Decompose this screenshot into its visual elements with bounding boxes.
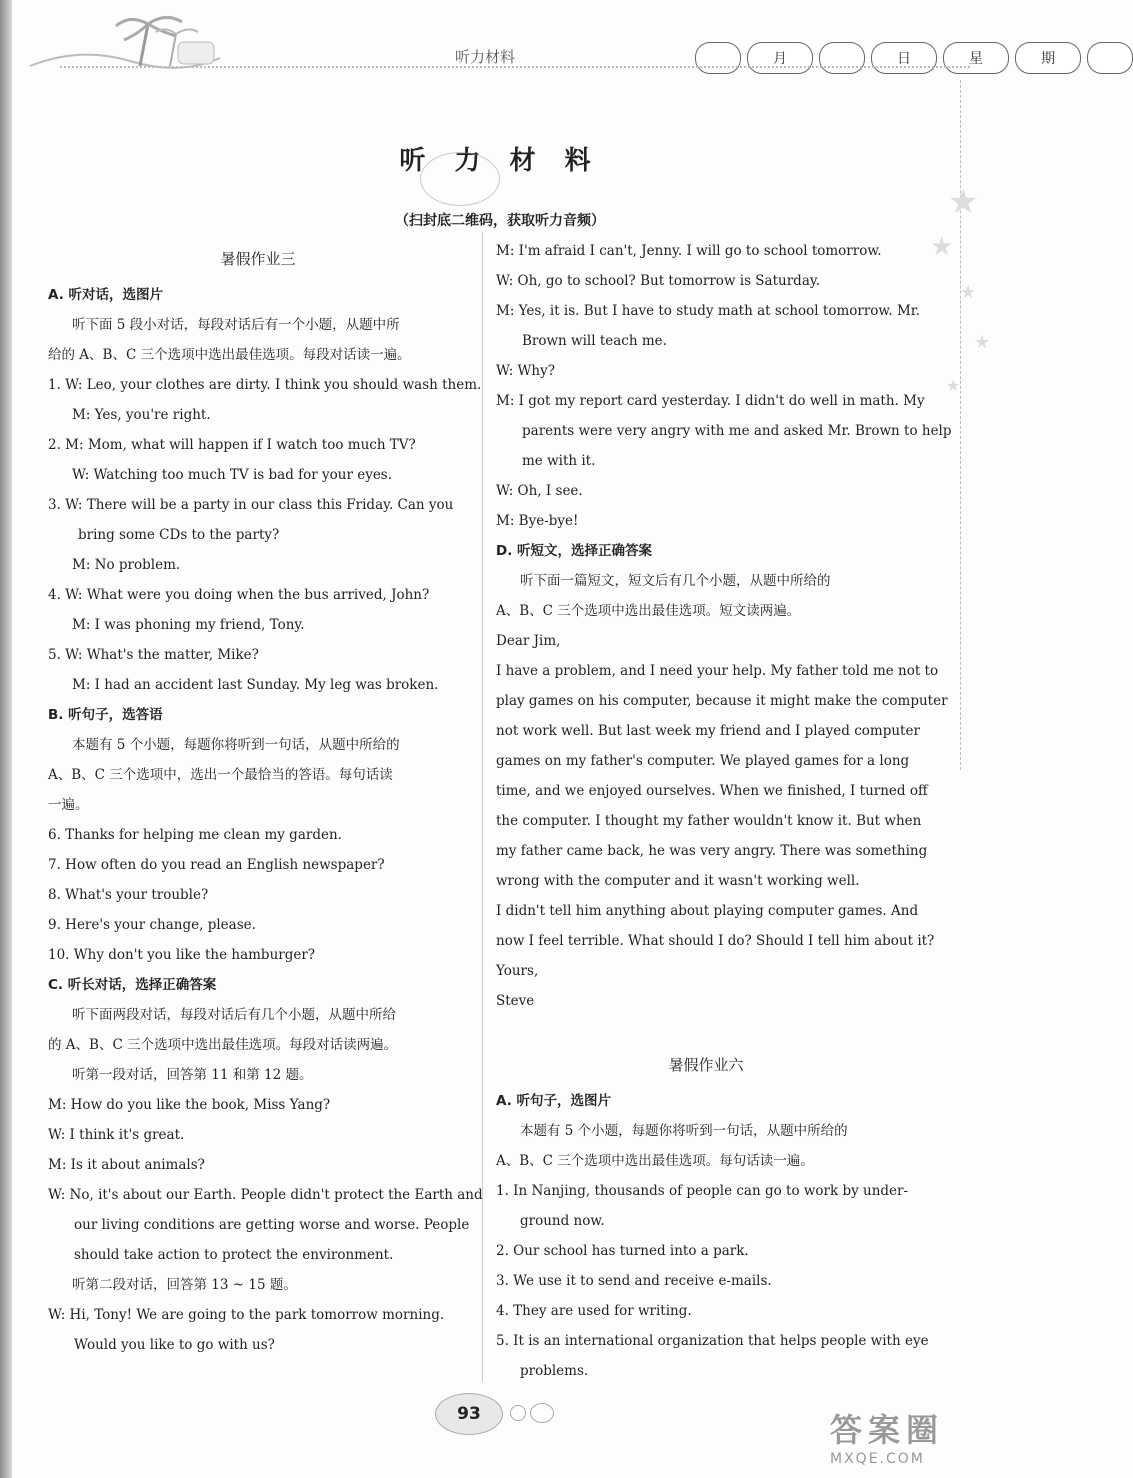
left-text-line: 1. W: Leo, your clothes are dirty. I think you should wash them.: [48, 377, 482, 393]
left-text-line: 5. W: What's the matter, Mike?: [48, 647, 259, 663]
left-text-line: 听下面两段对话，每段对话后有几个小题，从题中所给: [72, 1007, 396, 1023]
unit-heading: 暑假作业六: [668, 1056, 744, 1074]
left-text-line: 9. Here's your change, please.: [48, 917, 256, 933]
page-number-decoration: [530, 1403, 554, 1423]
left-text-line: M: I had an accident last Sunday. My leg was broken.: [72, 677, 439, 693]
star-icon: ★: [930, 232, 954, 262]
column-divider: [482, 232, 483, 1382]
left-text-line: 6. Thanks for helping me clean my garden.: [48, 827, 342, 843]
left-text-line: 7. How often do you read an English newspaper?: [48, 857, 385, 873]
right-text-line: A、B、C 三个选项中选出最佳选项。短文读两遍。: [496, 603, 801, 619]
page-subtitle: （扫封底二维码，获取听力音频）: [395, 213, 605, 229]
left-text-line: 3. W: There will be a party in our class this Friday. Can you: [48, 497, 454, 513]
right-text-line: 听下面一篇短文，短文后有几个小题，从题中所给的: [520, 573, 831, 589]
right-text-line: W: Oh, I see.: [496, 483, 583, 499]
right-text-line: W: Why?: [496, 363, 555, 379]
left-text-line: W: Hi, Tony! We are going to the park tomorrow morning.: [48, 1307, 445, 1323]
unit-heading: 暑假作业三: [220, 250, 296, 268]
right-text-line: M: I'm afraid I can't, Jenny. I will go to school tomorrow.: [496, 243, 882, 259]
left-column: [48, 240, 483, 1360]
header-title: 听力材料: [455, 48, 516, 66]
weekday-label-2: 期: [1015, 42, 1081, 74]
left-text-line: M: Is it about animals?: [48, 1157, 205, 1173]
palm-tree-logo-icon: [20, 6, 230, 72]
left-text-line: 本题有 5 个小题，每题你将听到一句话，从题中所给的: [72, 737, 400, 753]
right-text-line: time, and we enjoyed ourselves. When we finished, I turned off: [496, 783, 928, 799]
star-icon: ★: [974, 332, 991, 353]
left-text-line: W: I think it's great.: [48, 1127, 185, 1143]
section-heading: C. 听长对话，选择正确答案: [48, 977, 217, 993]
left-text-line: 听下面 5 段小对话，每段对话后有一个小题，从题中所: [72, 317, 400, 333]
site-watermark: 答案圈 MXQE.COM: [830, 1411, 945, 1467]
right-text-line: Brown will teach me.: [522, 333, 667, 349]
right-text-line: wrong with the computer and it wasn't working well.: [496, 873, 860, 889]
right-text-line: 4. They are used for writing.: [496, 1303, 692, 1319]
right-text-line: parents were very angry with me and asked Mr. Brown to help: [522, 423, 952, 439]
left-text-line: our living conditions are getting worse and worse. People: [74, 1217, 470, 1233]
right-text-line: not work well. But last week my friend and I played computer: [496, 723, 920, 739]
right-text-line: A、B、C 三个选项中选出最佳选项。每句话读一遍。: [496, 1153, 814, 1169]
weekday-label-1: 星: [943, 42, 1009, 74]
right-text-line: 3. We use it to send and receive e-mails.: [496, 1273, 772, 1289]
section-heading: D. 听短文，选择正确答案: [496, 543, 653, 559]
month-blank-box: [695, 42, 741, 74]
left-text-line: W: No, it's about our Earth. People didn't protect the Earth and: [48, 1187, 483, 1203]
right-text-line: 1. In Nanjing, thousands of people can go to work by under-: [496, 1183, 909, 1199]
section-heading: A. 听句子，选图片: [496, 1093, 612, 1109]
right-text-line: M: I got my report card yesterday. I didn't do well in math. My: [496, 393, 925, 409]
right-text-line: ground now.: [520, 1213, 605, 1229]
star-icon: ★: [946, 376, 961, 395]
right-text-line: Yours,: [496, 963, 539, 979]
left-text-line: M: How do you like the book, Miss Yang?: [48, 1097, 331, 1113]
left-text-line: should take action to protect the environment.: [74, 1247, 394, 1263]
left-text-line: 8. What's your trouble?: [48, 887, 209, 903]
left-text-line: 一遍。: [48, 797, 89, 813]
left-text-line: A、B、C 三个选项中，选出一个最恰当的答语。每句话读: [48, 767, 393, 783]
right-text-line: the computer. I thought my father wouldn't know it. But when: [496, 813, 922, 829]
left-text-line: M: I was phoning my friend, Tony.: [72, 617, 305, 633]
right-text-line: M: Yes, it is. But I have to study math at school tomorrow. Mr.: [496, 303, 921, 319]
right-text-line: problems.: [520, 1363, 589, 1379]
right-text-line: M: Bye-bye!: [496, 513, 579, 529]
left-text-line: M: No problem.: [72, 557, 181, 573]
section-heading: A. 听对话，选图片: [48, 287, 164, 303]
right-text-line: 本题有 5 个小题，每题你将听到一句话，从题中所给的: [520, 1123, 848, 1139]
right-text-line: 5. It is an international organization that helps people with eye: [496, 1333, 929, 1349]
month-label: 月: [747, 42, 813, 74]
right-text-line: W: Oh, go to school? But tomorrow is Saturday.: [496, 273, 820, 289]
right-text-line: now I feel terrible. What should I do? Should I tell him about it?: [496, 933, 935, 949]
left-text-line: 给的 A、B、C 三个选项中选出最佳选项。每段对话读一遍。: [48, 347, 411, 363]
left-text-line: M: Yes, you're right.: [72, 407, 211, 423]
left-text-line: 2. M: Mom, what will happen if I watch too much TV?: [48, 437, 416, 453]
right-text-line: Steve: [496, 993, 535, 1009]
left-text-line: W: Watching too much TV is bad for your eyes.: [72, 467, 393, 483]
right-text-line: me with it.: [522, 453, 596, 469]
left-text-line: 的 A、B、C 三个选项中选出最佳选项。每段对话读两遍。: [48, 1037, 398, 1053]
left-text-line: Would you like to go with us?: [74, 1337, 275, 1353]
left-text-line: 听第二段对话，回答第 13 ~ 15 题。: [72, 1277, 297, 1293]
page-header: [0, 0, 1055, 80]
right-text-line: my father came back, he was very angry. There was something: [496, 843, 928, 859]
page-number-decoration: [510, 1405, 526, 1421]
page-number: 93: [435, 1393, 503, 1435]
day-label: 日: [871, 42, 937, 74]
right-text-line: 2. Our school has turned into a park.: [496, 1243, 749, 1259]
left-text-line: bring some CDs to the party?: [78, 527, 280, 543]
left-text-line: 听第一段对话，回答第 11 和第 12 题。: [72, 1067, 313, 1083]
right-text-line: I have a problem, and I need your help. My father told me not to: [496, 663, 939, 679]
right-column: [496, 236, 952, 1386]
right-text-line: Dear Jim,: [496, 633, 561, 649]
star-icon: ★: [948, 182, 979, 222]
star-icon: ★: [960, 282, 977, 303]
header-divider: [60, 66, 970, 68]
right-text-line: games on my father's computer. We played games for a long: [496, 753, 910, 769]
stamp-mark: [420, 152, 500, 206]
page-title: 听 力 材 料: [399, 146, 601, 176]
weekday-blank-box: [1087, 42, 1133, 74]
left-text-line: 4. W: What were you doing when the bus arrived, John?: [48, 587, 430, 603]
section-heading: B. 听句子，选答语: [48, 707, 163, 723]
day-blank-box: [819, 42, 865, 74]
left-text-line: 10. Why don't you like the hamburger?: [48, 947, 316, 963]
right-text-line: play games on his computer, because it might make the computer: [496, 693, 948, 709]
date-boxes: [695, 42, 1133, 74]
right-text-line: I didn't tell him anything about playing computer games. And: [496, 903, 919, 919]
right-text-line: [496, 1016, 916, 1046]
